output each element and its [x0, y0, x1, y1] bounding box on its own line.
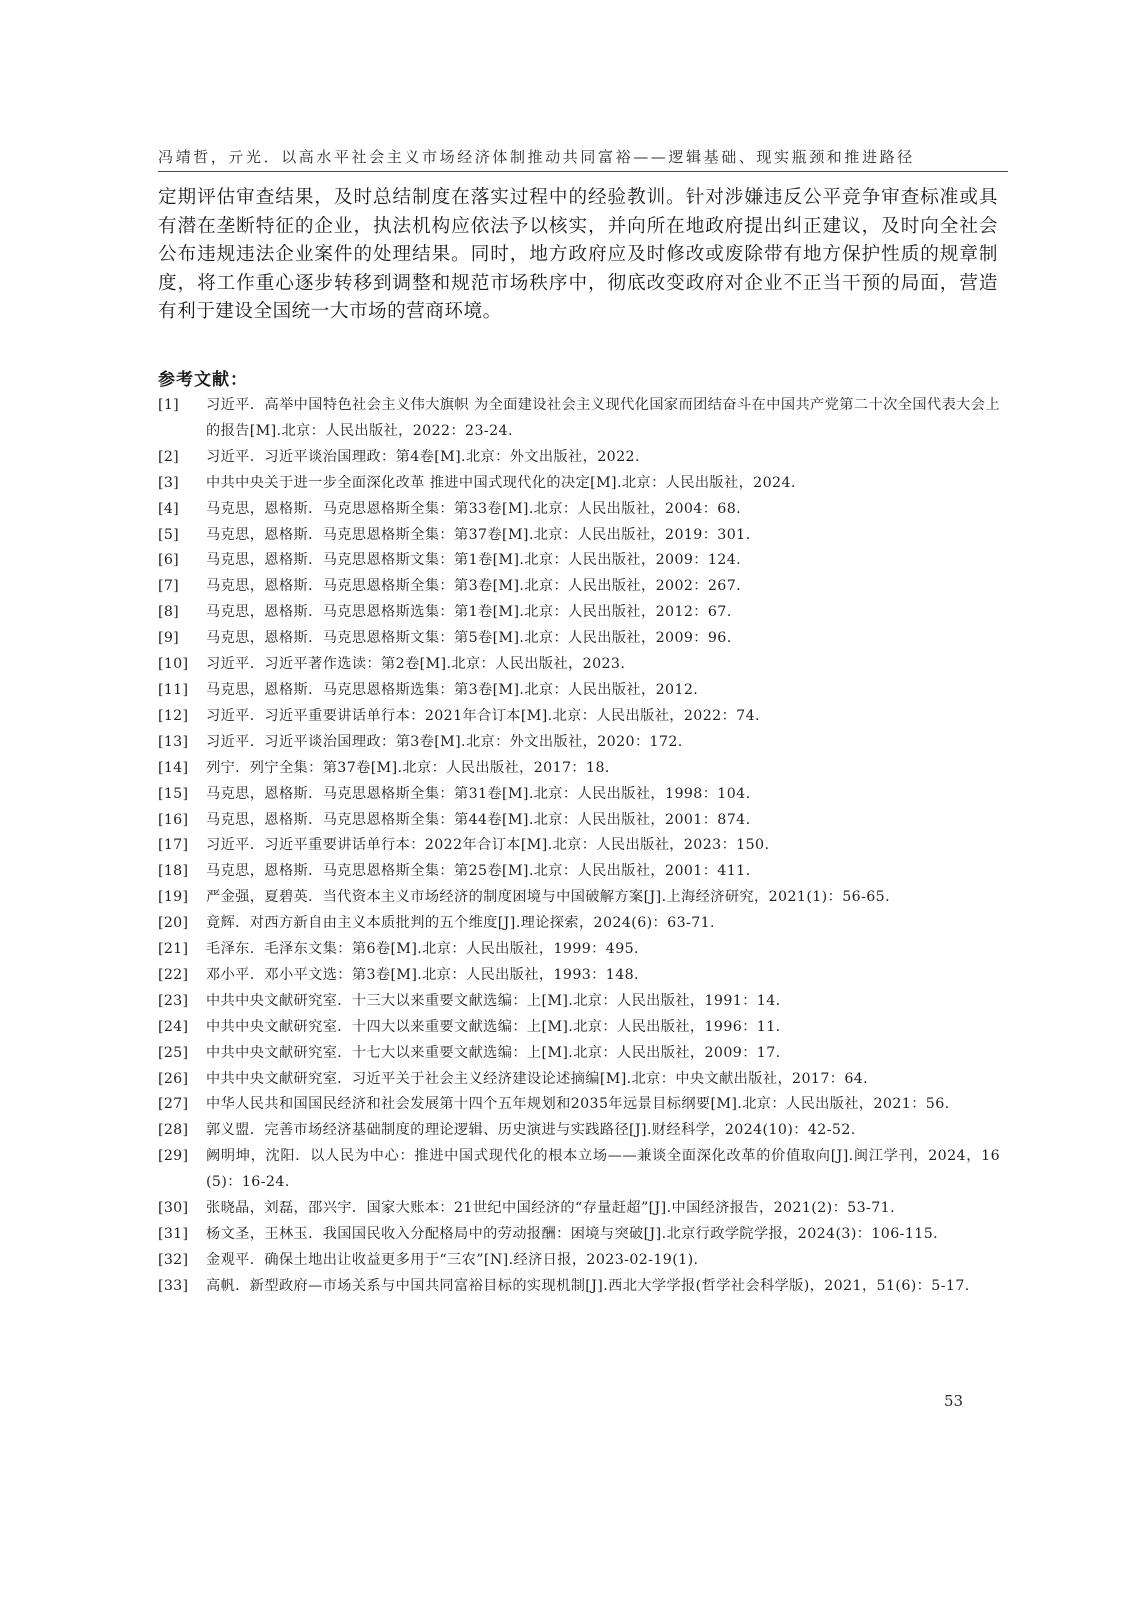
reference-text: 中共中央文献研究室．十三大以来重要文献选编：上[M].北京：人民出版社，1991：14. [206, 992, 781, 1009]
reference-number: [22] [158, 966, 189, 983]
reference-text: 张晓晶，刘磊，邵兴宇．国家大账本：21世纪中国经济的“存量赶超”[J].中国经济报告，2021(2)：53-71. [206, 1200, 895, 1217]
reference-item [158, 1015, 1000, 1041]
reference-item [158, 989, 1000, 1015]
reference-item [158, 885, 1000, 911]
reference-number: [20] [158, 915, 189, 932]
reference-item [158, 1067, 1000, 1093]
reference-text: 毛泽东．毛泽东文集：第6卷[M].北京：人民出版社，1999：495. [206, 941, 639, 958]
reference-item [158, 497, 1000, 523]
reference-number: [21] [158, 941, 189, 958]
reference-text: 邓小平．邓小平文选：第3卷[M].北京：人民出版社，1993：148. [206, 966, 639, 983]
reference-item [158, 548, 1000, 574]
reference-text: 习近平．习近平重要讲话单行本：2022年合订本[M].北京：人民出版社，2023：150. [206, 837, 770, 854]
reference-number: [3] [158, 474, 179, 491]
reference-number: [28] [158, 1122, 189, 1139]
reference-text: 杨文圣，王林玉．我国国民收入分配格局中的劳动报酬：困境与突破[J].北京行政学院学报，2024(3)：106-115. [206, 1226, 939, 1242]
reference-number: [32] [158, 1251, 189, 1268]
reference-item [158, 678, 1000, 704]
reference-item [158, 600, 1000, 626]
reference-text: 马克思，恩格斯．马克思恩格斯选集：第1卷[M].北京：人民出版社，2012：67. [206, 604, 732, 621]
reference-item [158, 1196, 1000, 1222]
reference-item [158, 730, 1000, 756]
reference-text: 马克思，恩格斯．马克思恩格斯文集：第1卷[M].北京：人民出版社，2009：124. [206, 552, 742, 569]
reference-item [158, 1274, 1000, 1300]
reference-item [158, 782, 1000, 808]
reference-item [158, 1222, 1000, 1248]
reference-item [158, 652, 1000, 678]
reference-text: 习近平．高举中国特色社会主义伟大旗帜 为全面建设社会主义现代化国家而团结奋斗在中国共产党第二十次全国代表大会上的报告[M].北京：人民出版社，2022：23-24. [206, 397, 1000, 439]
reference-text: 列宁．列宁全集：第37卷[M].北京：人民出版社，2017：18. [206, 759, 610, 776]
page-number: 53 [944, 1392, 964, 1410]
references-heading: 参考文献： [158, 370, 248, 390]
reference-item [158, 471, 1000, 497]
reference-number: [14] [158, 759, 189, 776]
reference-number: [30] [158, 1200, 189, 1217]
reference-item [158, 704, 1000, 730]
reference-number: [10] [158, 656, 189, 673]
body-paragraph: 定期评估审查结果，及时总结制度在落实过程中的经验教训。针对涉嫌违反公平竞争审查标准或具有潜在垄断特征的企业，执法机构应依法予以核实，并向所在地政府提出纠正建议，及时向全社会公布违规违法企业案件的处理结果。同时，地方政府应及时修改或废除带有地方保护性质的规章制度，将工作重心逐步转移到调整和规范市场秩序中，彻底改变政府对企业不正当干预的局面，营造有利于建设全国统一大市场的营商环境。 [158, 187, 998, 323]
reference-item [158, 911, 1000, 937]
reference-item [158, 859, 1000, 885]
reference-text: 习近平．习近平著作选读：第2卷[M].北京：人民出版社，2023. [206, 656, 626, 673]
reference-number: [12] [158, 707, 189, 724]
reference-number: [2] [158, 448, 179, 465]
reference-text: 中共中央关于进一步全面深化改革 推进中国式现代化的决定[M].北京：人民出版社，2024. [206, 474, 796, 491]
reference-item [158, 808, 1000, 834]
reference-number: [31] [158, 1226, 189, 1242]
reference-number: [13] [158, 733, 189, 750]
reference-number: [26] [158, 1070, 189, 1087]
reference-text: 中华人民共和国国民经济和社会发展第十四个五年规划和2035年远景目标纲要[M].北京：人民出版社，2021：56. [206, 1096, 950, 1113]
reference-text: 阙明坤，沈阳．以人民为中心：推进中国式现代化的根本立场——兼谈全面深化改革的价值取向[J].闽江学刊，2024，16(5)：16-24. [206, 1148, 1000, 1191]
reference-number: [24] [158, 1018, 189, 1035]
reference-text: 郭义盟．完善市场经济基础制度的理论逻辑、历史演进与实践路径[J].财经科学，2024(10)：42-52. [206, 1122, 856, 1139]
reference-number: [6] [158, 552, 179, 569]
reference-text: 马克思，恩格斯．马克思恩格斯全集：第3卷[M].北京：人民出版社，2002：267. [206, 578, 742, 595]
reference-number: [17] [158, 837, 189, 854]
reference-text: 习近平．习近平谈治国理政：第4卷[M].北京：外文出版社，2022. [206, 448, 640, 465]
running-header: 冯靖哲，亓光．以高水平社会主义市场经济体制推动共同富裕——逻辑基础、现实瓶颈和推进路径 [158, 148, 915, 166]
reference-number: [7] [158, 578, 179, 595]
reference-text: 中共中央文献研究室．习近平关于社会主义经济建设论述摘编[M].北京：中央文献出版社，2017：64. [206, 1070, 869, 1087]
reference-number: [19] [158, 889, 189, 906]
reference-text: 马克思，恩格斯．马克思恩格斯选集：第3卷[M].北京：人民出版社，2012. [206, 681, 699, 698]
reference-number: [8] [158, 604, 179, 621]
reference-number: [4] [158, 500, 179, 517]
reference-text: 马克思，恩格斯．马克思恩格斯全集：第31卷[M].北京：人民出版社，1998：104. [206, 785, 751, 802]
reference-list [158, 393, 1000, 1300]
reference-text: 马克思，恩格斯．马克思恩格斯文集：第5卷[M].北京：人民出版社，2009：96. [206, 630, 732, 647]
reference-number: [15] [158, 785, 189, 802]
reference-text: 马克思，恩格斯．马克思恩格斯全集：第25卷[M].北京：人民出版社，2001：411. [206, 863, 751, 880]
reference-item [158, 574, 1000, 600]
reference-item [158, 963, 1000, 989]
reference-text: 金观平．确保土地出让收益更多用于“三农”[N].经济日报，2023-02-19(1). [206, 1251, 699, 1268]
reference-text: 高帆．新型政府—市场关系与中国共同富裕目标的实现机制[J].西北大学学报(哲学社会科学版)，2021，51(6)：5-17. [206, 1277, 970, 1294]
reference-number: [16] [158, 811, 189, 828]
reference-item [158, 626, 1000, 652]
reference-number: [18] [158, 863, 189, 880]
reference-number: [23] [158, 992, 189, 1009]
reference-text: 竟辉．对西方新自由主义本质批判的五个维度[J].理论探索，2024(6)：63-71. [206, 915, 715, 932]
reference-text: 马克思，恩格斯．马克思恩格斯全集：第37卷[M].北京：人民出版社，2019：301. [206, 526, 751, 543]
header-rule [158, 171, 1008, 172]
reference-item [158, 1118, 1000, 1144]
reference-number: [5] [158, 526, 179, 543]
reference-text: 习近平．习近平谈治国理政：第3卷[M].北京：外文出版社，2020：172. [206, 733, 683, 750]
reference-number: [11] [158, 681, 189, 698]
reference-number: [25] [158, 1044, 189, 1061]
reference-text: 马克思，恩格斯．马克思恩格斯全集：第44卷[M].北京：人民出版社，2001：874. [206, 811, 751, 828]
reference-item [158, 445, 1000, 471]
reference-item [158, 756, 1000, 782]
reference-number: [9] [158, 630, 179, 647]
reference-item [158, 393, 1000, 445]
reference-item [158, 937, 1000, 963]
reference-text: 中共中央文献研究室．十七大以来重要文献选编：上[M].北京：人民出版社，2009：17. [206, 1044, 781, 1061]
reference-item [158, 1248, 1000, 1274]
reference-text: 中共中央文献研究室．十四大以来重要文献选编：上[M].北京：人民出版社，1996：11. [206, 1018, 781, 1035]
reference-item [158, 833, 1000, 859]
reference-item [158, 523, 1000, 549]
reference-text: 马克思，恩格斯．马克思恩格斯全集：第33卷[M].北京：人民出版社，2004：68. [206, 500, 742, 517]
reference-item [158, 1092, 1000, 1118]
reference-number: [29] [158, 1148, 189, 1165]
reference-item [158, 1144, 1000, 1196]
reference-item [158, 1041, 1000, 1067]
reference-text: 习近平．习近平重要讲话单行本：2021年合订本[M].北京：人民出版社，2022：74. [206, 707, 760, 724]
reference-number: [33] [158, 1277, 189, 1294]
reference-number: [27] [158, 1096, 189, 1113]
reference-number: [1] [158, 397, 179, 413]
reference-text: 严金强，夏碧英．当代资本主义市场经济的制度困境与中国破解方案[J].上海经济研究，2021(1)：56-65. [206, 889, 891, 906]
